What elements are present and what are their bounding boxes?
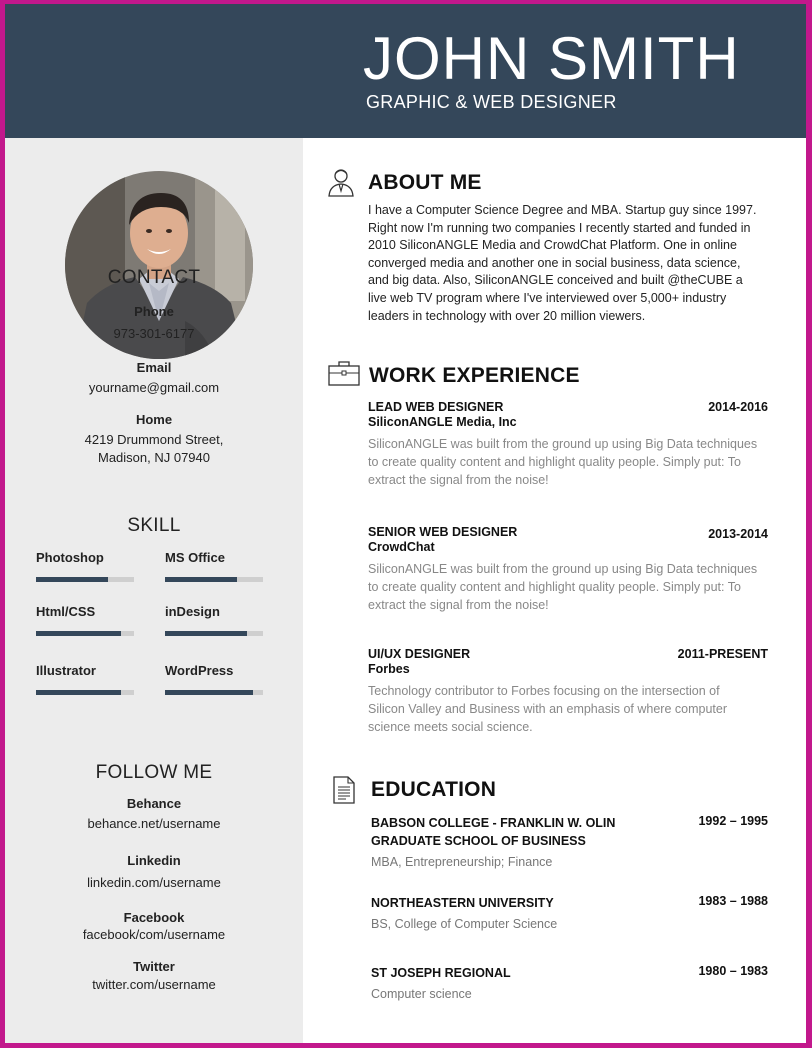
briefcase-icon: [328, 360, 360, 391]
skill-name: inDesign: [165, 604, 220, 619]
skill-bar-fill: [165, 577, 237, 582]
home-label: Home: [135, 412, 173, 427]
social-network-label: Twitter: [133, 959, 175, 974]
skill-bar-track: [165, 631, 263, 636]
candidate-name: JOHN SMITH: [363, 25, 740, 92]
social-link[interactable]: linkedin.com/username: [87, 875, 221, 890]
address-line-1: 4219 Drummond Street,: [84, 432, 224, 447]
skill-bar-fill: [165, 631, 247, 636]
job-company: Forbes: [368, 662, 410, 676]
education-dates: 1980 – 1983: [698, 964, 768, 978]
skill-name: Html/CSS: [36, 604, 96, 619]
about-heading: ABOUT ME: [368, 171, 482, 194]
about-paragraph: I have a Computer Science Degree and MBA. Startup guy since 1997. Right now I'm running two companies I recently started and funded in 2010 SiliconANGLE Media and CrowdChat Platform. One in online converged media and another one in social business, data science, and big data. Also, SiliconANGLE conceived and built @theCUBE a live web TV program where I've interviewed over 5,000+ industry leaders in technology with over 20 million viewers.: [368, 203, 757, 323]
education-heading: EDUCATION: [371, 778, 497, 801]
document-icon: [333, 776, 355, 809]
skill-bar-fill: [165, 690, 253, 695]
degree-detail: BS, College of Computer Science: [371, 917, 558, 931]
skill-name: Illustrator: [36, 663, 96, 678]
job-role: UI/UX DESIGNER: [368, 647, 471, 661]
education-dates: 1983 – 1988: [698, 894, 768, 908]
job-title: GRAPHIC & WEB DESIGNER: [366, 92, 617, 112]
skill-bar-track: [165, 690, 263, 695]
sidebar: [5, 138, 303, 1043]
skill-bar-track: [36, 577, 134, 582]
social-link[interactable]: facebook/com/username: [82, 927, 226, 942]
skill-item: [165, 663, 265, 678]
job-dates: 2013-2014: [708, 527, 768, 541]
skill-item: [36, 663, 136, 678]
skill-name: MS Office: [165, 550, 225, 565]
skill-item: [165, 604, 265, 619]
job-dates: 2014-2016: [708, 400, 768, 414]
job-description: Technology contributor to Forbes focusing on the intersection of Silicon Valley and Business with an emphasis of where computer science meets social science.: [368, 684, 727, 734]
email-label: Email: [136, 360, 172, 375]
skill-bar-fill: [36, 690, 121, 695]
skill-heading: SKILL: [127, 515, 181, 536]
resume-page: [5, 4, 806, 1043]
contact-heading: CONTACT: [107, 267, 201, 288]
social-network-label: Facebook: [123, 910, 185, 925]
degree-detail: MBA, Entrepreneurship; Finance: [371, 855, 553, 869]
school-name: NORTHEASTERN UNIVERSITY: [371, 896, 554, 910]
skill-bar-fill: [36, 577, 108, 582]
job-entry: [368, 525, 768, 614]
job-entry: [368, 400, 768, 489]
skill-item: [36, 604, 136, 619]
phone-value: 973-301-6177: [113, 326, 195, 341]
skill-bar-track: [36, 690, 134, 695]
job-company: CrowdChat: [368, 540, 435, 554]
social-network-label: Behance: [126, 796, 182, 811]
social-link[interactable]: behance.net/username: [87, 816, 221, 831]
school-name: BABSON COLLEGE - FRANKLIN W. OLIN GRADUATE SCHOOL OF BUSINESS: [371, 816, 616, 848]
job-entry: [368, 647, 768, 736]
work-heading: WORK EXPERIENCE: [369, 364, 580, 387]
job-role: LEAD WEB DESIGNER: [368, 400, 504, 414]
degree-detail: Computer science: [371, 987, 472, 1001]
social-network-label: Linkedin: [127, 853, 181, 868]
job-description: SiliconANGLE was built from the ground up using Big Data techniques to create quality content and highlight quality people. Simply put: To extract the signal from the noise!: [368, 562, 758, 612]
skill-bar-track: [165, 577, 263, 582]
school-name: ST JOSEPH REGIONAL: [371, 966, 511, 980]
education-entry: [371, 964, 768, 1001]
job-company: SiliconANGLE Media, Inc: [368, 415, 517, 429]
person-icon: [327, 167, 355, 202]
follow-heading: FOLLOW ME: [95, 762, 213, 783]
skill-bar-track: [36, 631, 134, 636]
skill-name: Photoshop: [36, 550, 104, 565]
skill-item: [36, 550, 136, 565]
job-dates: 2011-PRESENT: [677, 647, 768, 661]
skill-name: WordPress: [165, 663, 234, 678]
header-banner: [5, 4, 806, 138]
education-dates: 1992 – 1995: [698, 814, 768, 828]
skill-item: [165, 550, 265, 565]
phone-label: Phone: [134, 304, 174, 319]
job-role: SENIOR WEB DESIGNER: [368, 525, 518, 539]
address-line-2: Madison, NJ 07940: [97, 450, 210, 465]
social-link[interactable]: twitter.com/username: [92, 977, 216, 992]
email-value[interactable]: yourname@gmail.com: [88, 380, 220, 395]
education-entry: [371, 894, 768, 931]
job-description: SiliconANGLE was built from the ground up using Big Data techniques to create quality content and highlight quality people. Simply put: To extract the signal from the noise!: [368, 437, 758, 487]
skill-bar-fill: [36, 631, 121, 636]
education-entry: [371, 814, 768, 869]
